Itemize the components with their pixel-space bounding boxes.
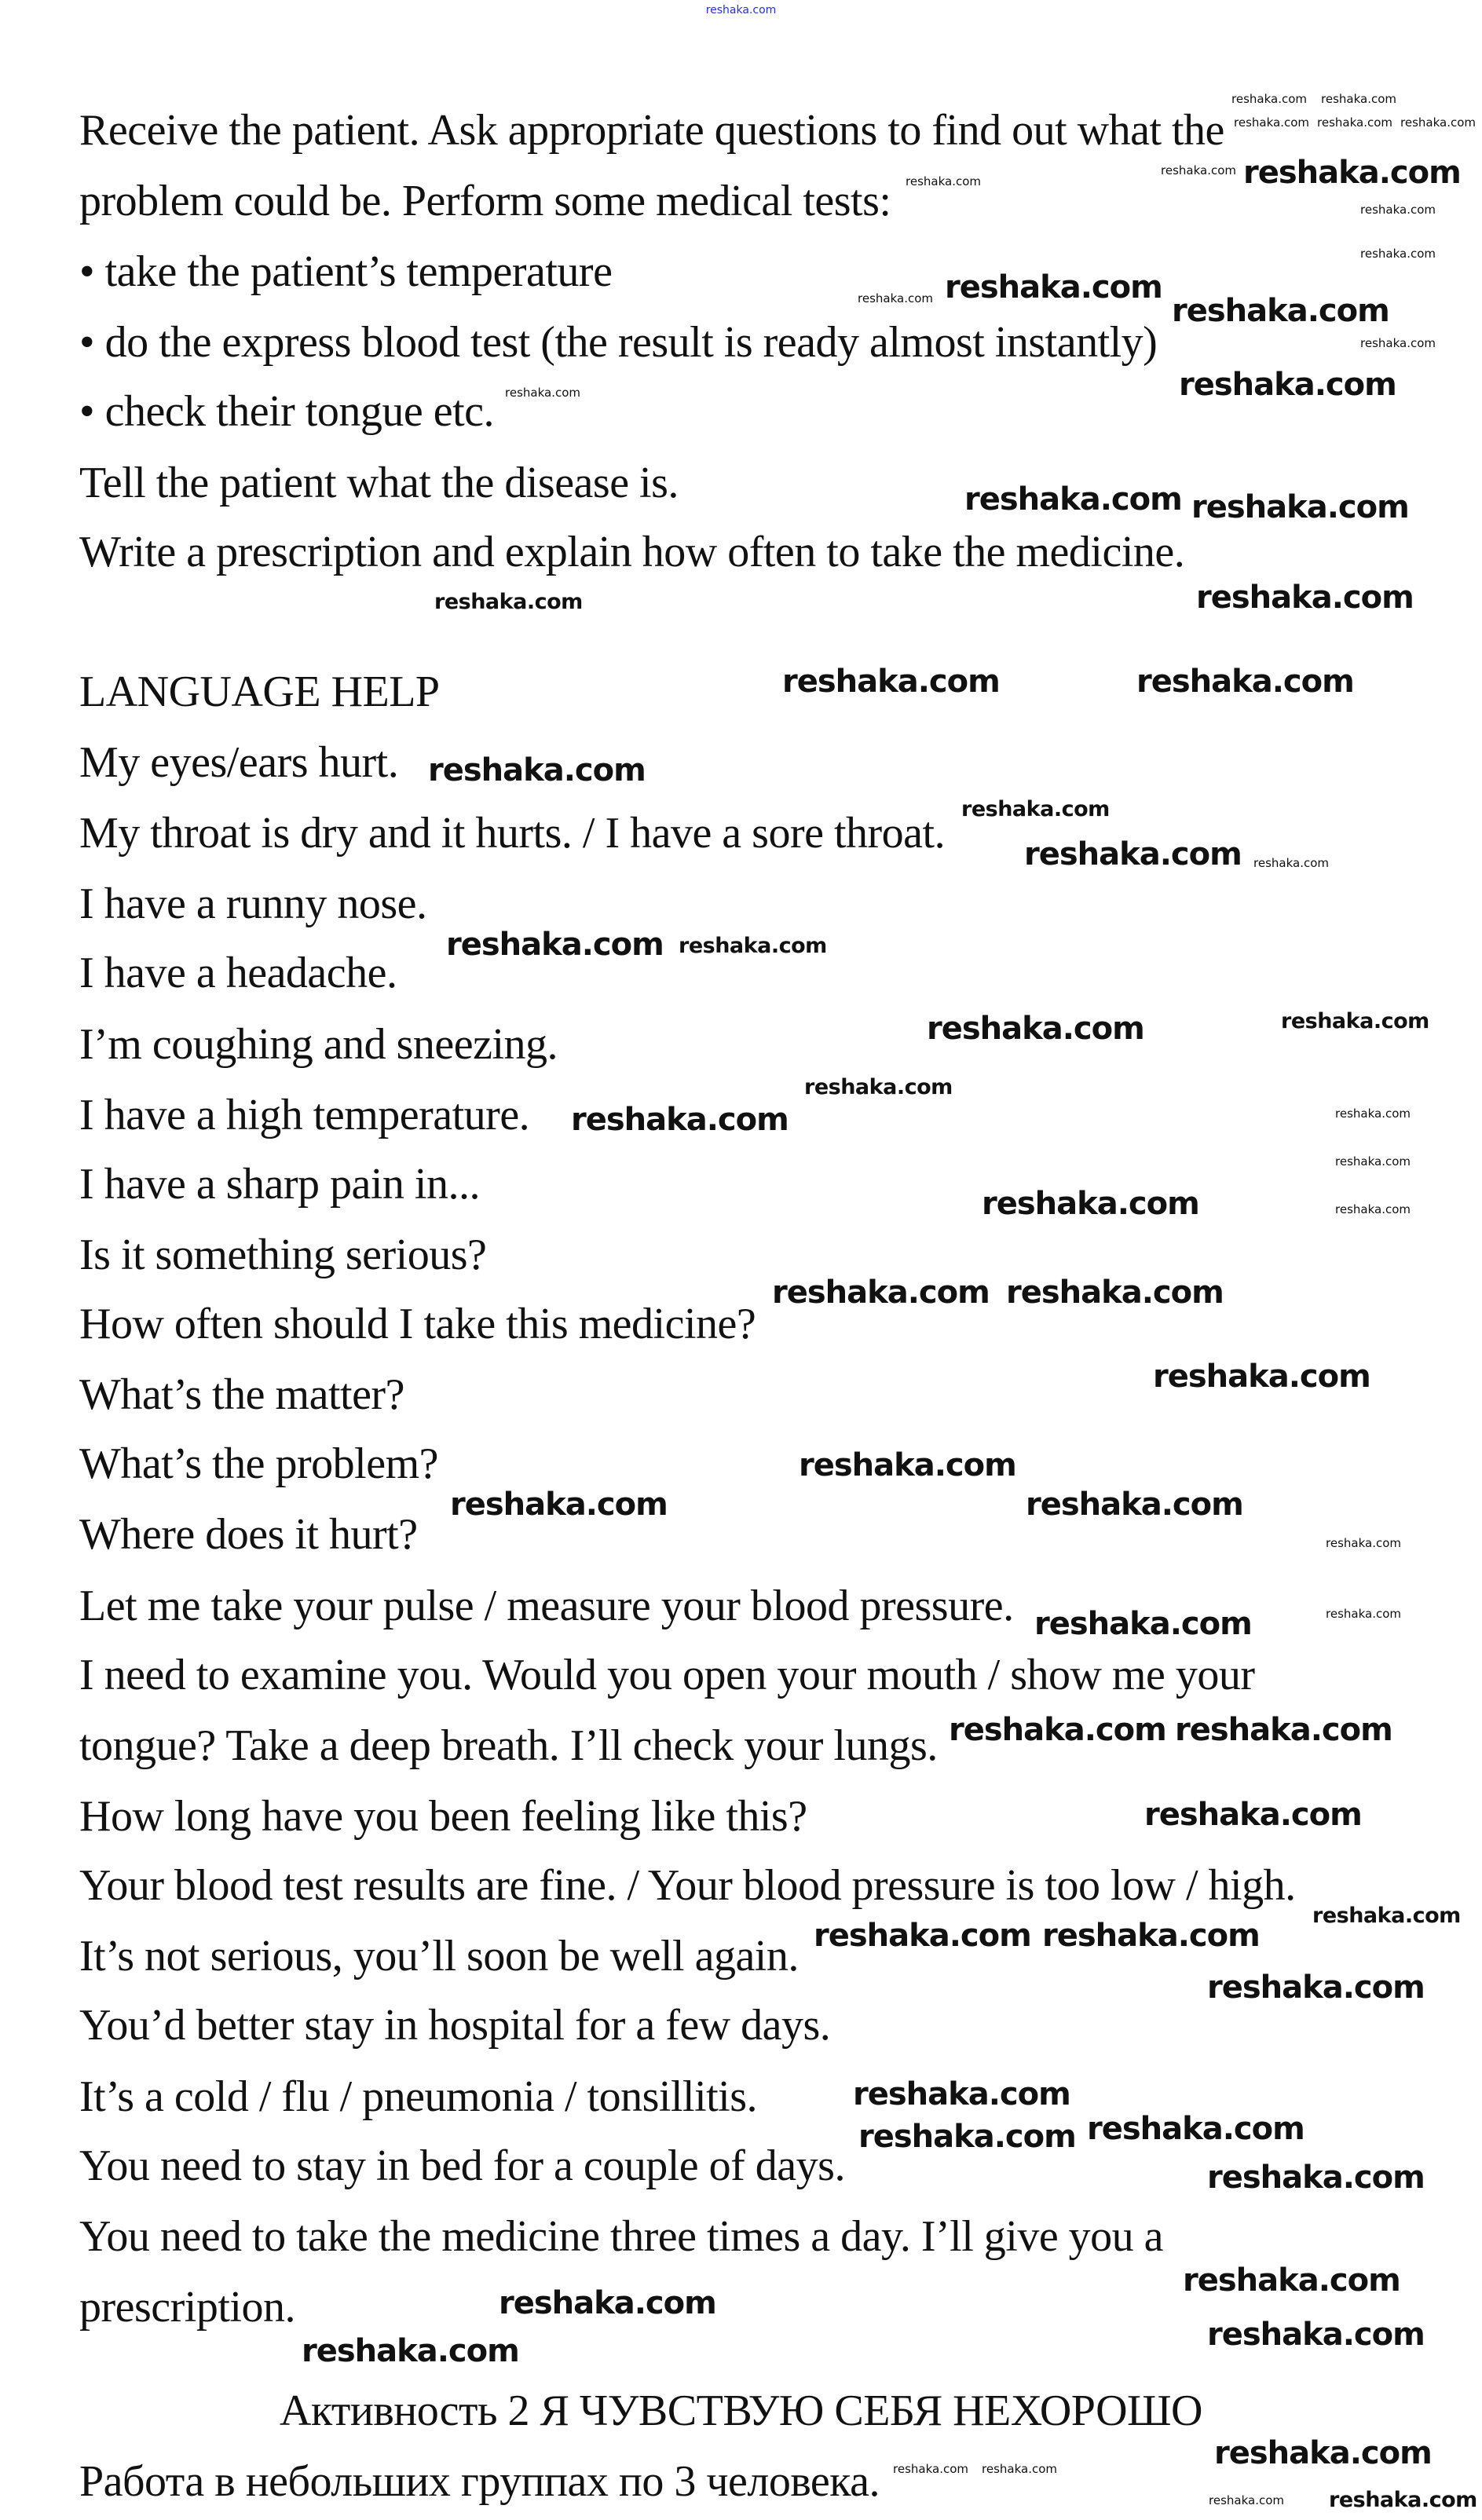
watermark: reshaka.com <box>949 1712 1166 1748</box>
watermark: reshaka.com <box>1087 2111 1305 2147</box>
watermark: reshaka.com <box>1136 664 1354 700</box>
watermark: reshaka.com <box>1207 2317 1425 2353</box>
watermark: reshaka.com <box>982 2462 1057 2476</box>
phrase-line: I need to examine you. Would you open your mouth / show me your <box>79 1651 1255 1699</box>
watermark: reshaka.com <box>1317 115 1392 130</box>
phrase-line: You need to take the medicine three times a day. I’ll give you a <box>79 2212 1164 2261</box>
watermark: reshaka.com <box>1172 293 1389 329</box>
watermark: reshaka.com <box>1034 1606 1252 1642</box>
language-help-title: LANGUAGE HELP <box>79 667 440 716</box>
watermark: reshaka.com <box>679 934 827 958</box>
watermark: reshaka.com <box>858 2119 1076 2155</box>
phrase-line: I have a high temperature. <box>79 1091 530 1139</box>
watermark: reshaka.com <box>799 1447 1016 1483</box>
watermark: reshaka.com <box>302 2333 519 2369</box>
task-line: problem could be. Perform some medical tests: <box>79 177 891 225</box>
watermark: reshaka.com <box>571 1102 789 1138</box>
phrase-line: prescription. <box>79 2283 295 2332</box>
watermark: reshaka.com <box>1326 1607 1401 1621</box>
watermark: reshaka.com <box>1183 2262 1400 2299</box>
task-bullet: • take the patient’s temperature <box>79 247 613 296</box>
watermark: reshaka.com <box>1191 489 1409 525</box>
watermark: reshaka.com <box>961 797 1110 821</box>
watermark: reshaka.com <box>1024 836 1242 872</box>
watermark: reshaka.com <box>1360 336 1436 350</box>
watermark: reshaka.com <box>1360 247 1436 261</box>
watermark: reshaka.com <box>1329 2488 1477 2512</box>
watermark: reshaka.com <box>814 1918 1031 1954</box>
phrase-line: You need to stay in bed for a couple of days. <box>79 2141 845 2190</box>
watermark: reshaka.com <box>1400 115 1476 130</box>
watermark: reshaka.com <box>1243 155 1461 191</box>
watermark: reshaka.com <box>853 2076 1070 2112</box>
watermark: reshaka.com <box>1360 203 1436 217</box>
watermark: reshaka.com <box>1006 1275 1224 1311</box>
watermark: reshaka.com <box>1207 2160 1425 2196</box>
watermark: reshaka.com <box>772 1275 990 1311</box>
watermark: reshaka.com <box>927 1011 1144 1047</box>
phrase-line: Is it something serious? <box>79 1231 487 1279</box>
watermark: reshaka.com <box>1042 1918 1260 1954</box>
task-line: Write a prescription and explain how often to take the medicine. <box>79 528 1185 576</box>
header-watermark[interactable]: reshaka.com <box>705 4 777 16</box>
phrase-line: It’s not serious, you’ll soon be well again. <box>79 1932 799 1981</box>
watermark: reshaka.com <box>1335 1106 1411 1121</box>
watermark: reshaka.com <box>505 386 580 400</box>
phrase-line: My eyes/ears hurt. <box>79 738 399 787</box>
phrase-line: You’d better stay in hospital for a few days. <box>79 2001 831 2050</box>
task-bullet: • do the express blood test (the result is ready almost instantly) <box>79 318 1158 367</box>
watermark: reshaka.com <box>1153 1359 1370 1395</box>
watermark: reshaka.com <box>858 291 933 305</box>
watermark: reshaka.com <box>804 1075 953 1099</box>
watermark: reshaka.com <box>982 1186 1199 1222</box>
phrase-line: What’s the problem? <box>79 1439 439 1488</box>
watermark: reshaka.com <box>1253 856 1329 870</box>
watermark: reshaka.com <box>450 1487 668 1523</box>
activity-title: Активность 2 Я ЧУВСТВУЮ СЕБЯ НЕХОРОШО <box>280 2387 1202 2435</box>
phrase-line: I have a headache. <box>79 949 397 997</box>
phrase-line: I’m coughing and sneezing. <box>79 1020 558 1069</box>
watermark: reshaka.com <box>906 174 981 188</box>
phrase-line: tongue? Take a deep breath. I’ll check your lungs. <box>79 1721 938 1770</box>
watermark: reshaka.com <box>1321 92 1396 106</box>
watermark: reshaka.com <box>1175 1712 1392 1748</box>
watermark: reshaka.com <box>1335 1202 1411 1216</box>
watermark: reshaka.com <box>1234 115 1309 130</box>
watermark: reshaka.com <box>1207 1970 1425 2006</box>
task-line: Tell the patient what the disease is. <box>79 459 679 507</box>
watermark: reshaka.com <box>499 2285 716 2321</box>
watermark: reshaka.com <box>1335 1154 1411 1169</box>
watermark: reshaka.com <box>428 752 646 788</box>
watermark: reshaka.com <box>1281 1009 1429 1033</box>
phrase-line: Let me take your pulse / measure your blood pressure. <box>79 1582 1014 1630</box>
watermark: reshaka.com <box>434 590 583 614</box>
watermark: reshaka.com <box>1209 2493 1284 2507</box>
watermark: reshaka.com <box>1026 1487 1243 1523</box>
phrase-line: What’s the matter? <box>79 1370 404 1419</box>
phrase-line: My throat is dry and it hurts. / I have a sore throat. <box>79 809 946 858</box>
phrase-line: Where does it hurt? <box>79 1510 418 1559</box>
watermark: reshaka.com <box>1161 163 1236 177</box>
watermark: reshaka.com <box>893 2462 968 2476</box>
watermark: reshaka.com <box>782 664 1000 700</box>
phrase-line: It’s a cold / flu / pneumonia / tonsillitis. <box>79 2072 758 2121</box>
watermark: reshaka.com <box>964 481 1182 518</box>
phrase-line: I have a sharp pain in... <box>79 1160 480 1209</box>
watermark: reshaka.com <box>1326 1536 1401 1550</box>
watermark: reshaka.com <box>1144 1797 1362 1833</box>
watermark: reshaka.com <box>1214 2435 1432 2471</box>
watermark: reshaka.com <box>446 927 664 963</box>
activity-instruction: Работа в небольших группах по 3 человека. <box>79 2457 880 2506</box>
watermark: reshaka.com <box>1179 367 1396 403</box>
watermark: reshaka.com <box>1196 580 1414 616</box>
watermark: reshaka.com <box>1312 1904 1461 1928</box>
phrase-line: I have a runny nose. <box>79 880 427 928</box>
watermark: reshaka.com <box>945 269 1162 305</box>
phrase-line: How often should I take this medicine? <box>79 1300 756 1348</box>
phrase-line: How long have you been feeling like this? <box>79 1792 807 1841</box>
phrase-line: Your blood test results are fine. / Your blood pressure is too low / high. <box>79 1861 1296 1910</box>
watermark: reshaka.com <box>1231 92 1307 106</box>
task-bullet: • check their tongue etc. <box>79 387 494 436</box>
task-line: Receive the patient. Ask appropriate questions to find out what the <box>79 106 1224 155</box>
